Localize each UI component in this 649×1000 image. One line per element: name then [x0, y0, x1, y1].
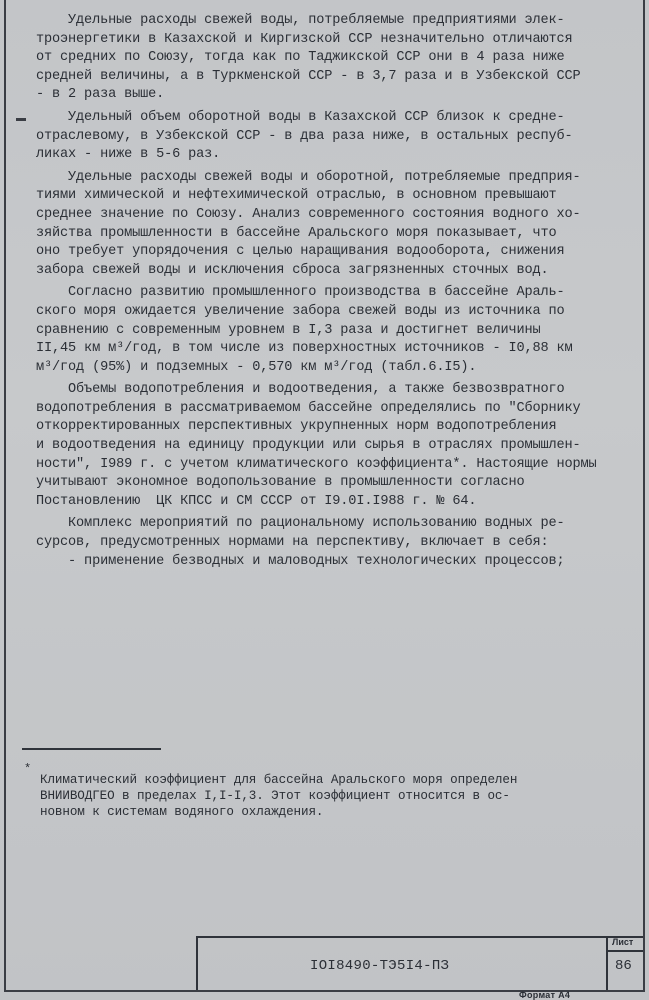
text-line: м³/год (95%) и подземных - 0,570 км м³/год (табл.6.I5).	[20, 359, 477, 375]
document-code: IOI8490-ТЭ5I4-ПЗ	[310, 958, 450, 974]
footnote-mark: *	[24, 762, 32, 776]
text-line: среднее значение по Союзу. Анализ современного состояния водного хо-	[20, 206, 581, 222]
text-line: - в 2 раза выше.	[20, 87, 165, 103]
footnote	[40, 772, 640, 821]
text-line: Удельный объем оборотной воды в Казахской ССР близок к средне-	[20, 109, 565, 125]
text-line: зяйства промышленности в бассейне Аральского моря показывает, что	[20, 225, 557, 241]
text-line: тиями химической и нефтехимической отраслью, в основном превышают	[20, 188, 557, 204]
text-line: откорректированных перспективных укрупненных норм водопотребления	[20, 419, 557, 435]
text-line: водопотребления в рассматриваемом бассейне определялись по "Сборнику	[20, 400, 581, 416]
body-text	[20, 12, 640, 571]
text-line: ликах - ниже в 5-6 раз.	[20, 147, 221, 163]
footnote-line: Климатический коэффициент для бассейна Аральского моря определен	[40, 773, 518, 787]
text-line: средней величины, а в Туркменской ССР - в 3,7 раза и в Узбекской ССР	[20, 68, 581, 84]
text-line: Комплекс мероприятий по рациональному использованию водных ре-	[20, 516, 565, 532]
footnote-line: ВНИИВОДГЕО в пределах I,I-I,3. Этот коэффициент относится в ос-	[40, 789, 510, 804]
text-line: - применение безводных и маловодных технологических процессов;	[20, 553, 565, 569]
text-line: ского моря ожидается увеличение забора свежей воды из источника по	[20, 303, 565, 319]
frame-right-border	[643, 0, 645, 992]
footnote-rule	[22, 748, 161, 750]
text-line: II,45 км м³/год, в том числе из поверхностных источников - I0,88 км	[20, 341, 573, 357]
text-line: учитывают экономное водопользование в промышленности согласно	[20, 475, 525, 491]
text-line: сурсов, предусмотренных нормами на перспективу, включает в себя:	[20, 535, 549, 551]
text-line: ности", I989 г. с учетом климатического коэффициента*. Настоящие нормы	[20, 456, 597, 472]
text-line: Удельные расходы свежей воды и оборотной, потребляемые предприя-	[20, 169, 581, 185]
text-line: оно требует упорядочения с целью наращивания водооборота, снижения	[20, 244, 565, 260]
text-line: Объемы водопотребления и водоотведения, а также безвозвратного	[20, 382, 565, 398]
sheet-divider	[606, 950, 643, 952]
footnote-line: новном к системам водяного охлаждения.	[40, 805, 324, 820]
text-line: от средних по Союзу, тогда как по Таджикской ССР они в 4 раза ниже	[20, 50, 565, 66]
text-line: отраслевому, в Узбекской ССР - в два раза ниже, в остальных респуб-	[20, 128, 573, 144]
frame-left-border	[4, 0, 6, 992]
text-line: Удельные расходы свежей воды, потребляемые предприятиями элек-	[20, 13, 565, 28]
text-line: троэнергетики в Казахской и Киргизской ССР незначительно отличаются	[20, 31, 573, 47]
format-label: Формат А4	[519, 990, 571, 1000]
text-line: Постановлению ЦК КПСС и СМ СССР от I9.0I.I988 г. № 64.	[20, 493, 477, 509]
text-line: Согласно развитию промышленного производства в бассейне Араль-	[20, 285, 565, 301]
sheet-label: Лист	[612, 937, 634, 947]
text-line: забора свежей воды и исключения сброса загрязненных сточных вод.	[20, 262, 549, 278]
text-line: и водоотведения на единицу продукции или сырья в отраслях промышлен-	[20, 438, 581, 454]
sheet-number: 86	[615, 958, 632, 974]
text-line: сравнению с современным уровнем в I,3 раза и достигнет величины	[20, 322, 541, 338]
